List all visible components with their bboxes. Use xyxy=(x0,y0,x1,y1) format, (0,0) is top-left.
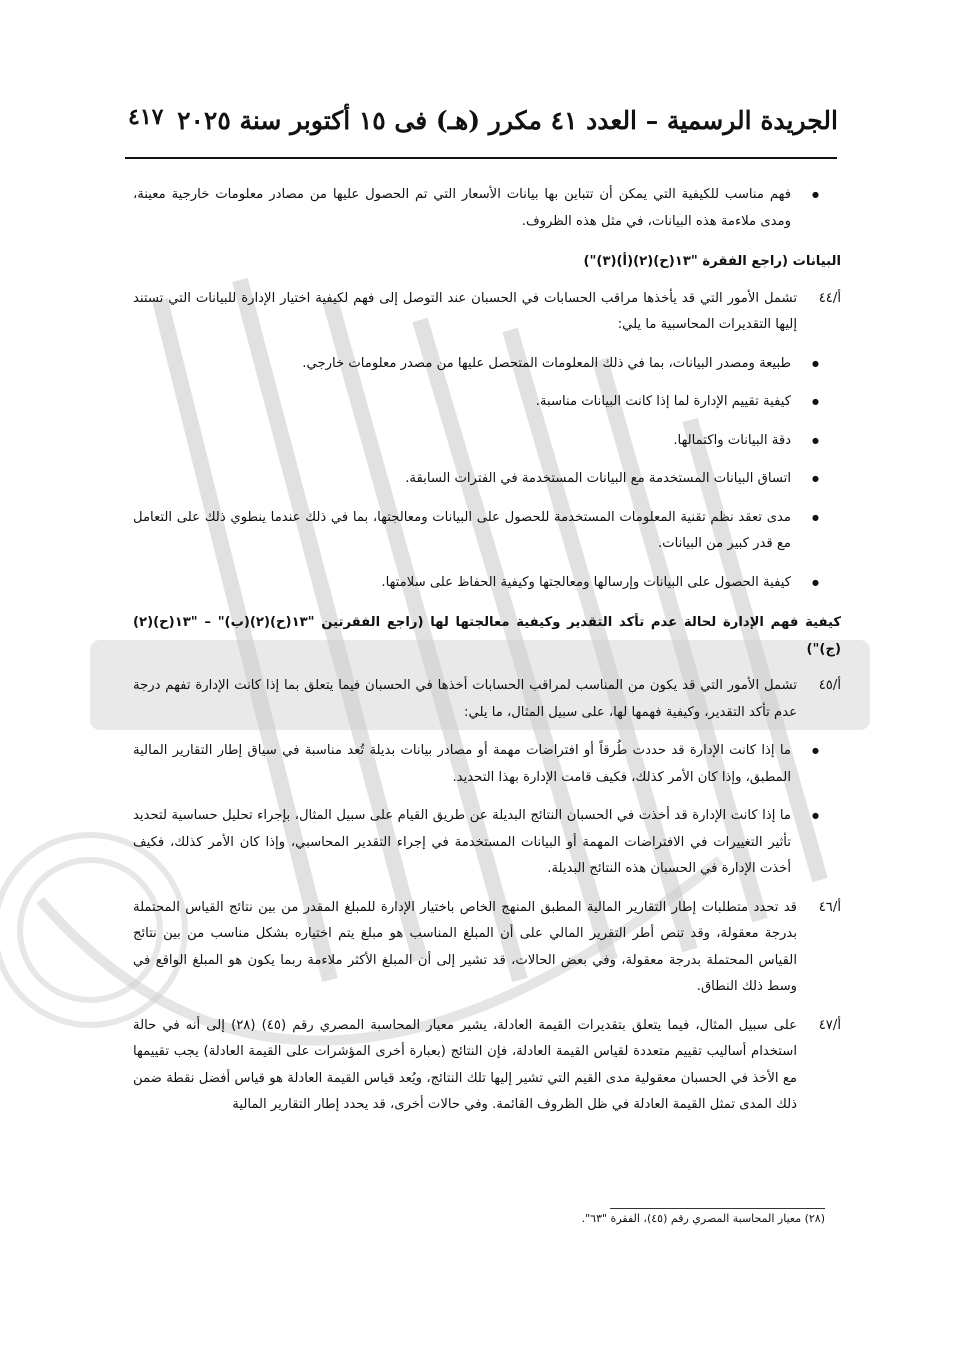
paragraph-number: أ/٤٧ xyxy=(818,1017,841,1033)
intro-bullet: ● فهم مناسب للكيفية التي يمكن أن تتباين بها بيانات الأسعار التي تم الحصول عليها من مصادر معلومات خارجية معينة، ومدى ملاءمة هذه البيانات، في مثل هذه الظروف. xyxy=(133,182,821,235)
list-item: ● طبيعة ومصدر البيانات، بما في ذلك المعلومات المتحصل عليها من مصدر معلومات خارجي. xyxy=(133,351,821,378)
paragraph-47 xyxy=(133,1013,841,1119)
paragraph-number: أ/٤٦ xyxy=(818,899,841,915)
list-item: ● ما إذا كانت الإدارة قد حددت طُرقاً أو افتراضات مهمة أو مصادر بيانات بديلة تُعد مناسبة في سياق إطار التقارير المالية المطبق، وإذا كان الأمر كذلك، فكيف قامت الإدارة بهذا التحديد. xyxy=(133,738,821,791)
list-item: ● كيفية الحصول على البيانات وإرسالها ومعالجتها وكيفية الحفاظ على سلامتها. xyxy=(133,570,821,597)
footnote: (٢٨) معيار المحاسبة المصري رقم (٤٥)، الفقرة "٦٣". xyxy=(581,1212,825,1225)
list-item: ● كيفية تقييم الإدارة لما إذا كانت البيانات مناسبة. xyxy=(133,389,821,416)
paragraph-44 xyxy=(133,286,841,339)
paragraph-number: أ/٤٤ xyxy=(818,290,841,306)
paragraph-text: تشمل الأمور التي قد يكون من المناسب لمراقب الحسابات أخذها في الحسبان فيما يتعلق بما إذا كانت الإدارة تفهم درجة عدم تأكد التقدير، وكيفية فهمها لها، على سبيل المثال، ما يلي: xyxy=(133,678,797,720)
list-item: ● اتساق البيانات المستخدمة مع البيانات المستخدمة في الفترات السابقة. xyxy=(133,466,821,493)
page-number: ٤١٧ xyxy=(128,104,164,130)
section-heading-uncertainty: كيفية فهم الإدارة لحالة عدم تأكد التقدير وكيفية معالجتها لها (راجع الفقرتين "١٣(ح)(٢)(ب)" – "١٣(ح)(٢)(ج)") xyxy=(133,615,841,657)
paragraph-text: قد تحدد متطلبات إطار التقارير المالية المطبق المنهج الخاص باختيار الإدارة للمبلغ المقدر من بين نتائج القياس المحتملة بدرجة معقولة، وقد تنص أطر التقرير المالي على أن المبلغ المناسب هو مبلغ يتم اختياره بشكل مناسب من بين نتائج القياس المحتملة بدرجة معقولة، وفي بعض الحالات، قد تشير إلى أن المبلغ الأكثر ملاءمة ربما يكون هو المبلغ الواقع في وسط ذلك النطاق. xyxy=(133,899,797,994)
list-item: ● ما إذا كانت الإدارة قد أخذت في الحسبان النتائج البديلة عن طريق القيام على سبيل المثال، بإجراء تحليل حساسية لتحديد تأثير التغييرات في الافتراضات المهمة أو البيانات المستخدمة في إجراء التقدير المحاسبي، وإذا كان الأمر كذلك، فكيف أخذت الإدارة في الحسبان هذه النتائج البديلة. xyxy=(133,803,821,883)
paragraph-text: تشمل الأمور التي قد يأخذها مراقب الحسابات في الحسبان عند التوصل إلى فهم لكيفية اختيار الإدارة للبيانات التي تستند إليها التقديرات المحاسبية ما يلي: xyxy=(133,290,797,332)
paragraph-text: على سبيل المثال، فيما يتعلق بتقديرات القيمة العادلة، يشير معيار المحاسبة المصري رقم (٤٥) (٢٨) إلى أنه في حالة استخدام أساليب تقييم متعددة لقياس القيمة العادلة، فإن النتائج (بعبارة أخرى المؤشرات على القيمة العادلة) يجب تقييمها مع الأخذ في الحسبان معقولية مدى القيم التي تشير إليها تلك النتائج، ويُعد قياس القيمة العادلة هو قياس أفضل نقطة ضمن ذلك المدى تمثل القيمة العادلة في ظل الظروف القائمة. وفي حالات أخرى، قد يحدد إطار التقارير المالية xyxy=(133,1017,797,1112)
header-divider xyxy=(125,157,837,159)
list-item: ● دقة البيانات واكتمالها. xyxy=(133,428,821,455)
list-item: ● مدى تعقد نظم تقنية المعلومات المستخدمة للحصول على البيانات ومعالجتها، بما في ذلك عندما ينطوي ذلك على التعامل مع قدر كبير من البيانات. xyxy=(133,505,821,558)
paragraph-number: أ/٤٥ xyxy=(818,678,841,693)
section-heading-data: البيانات (راجع الفقرة "١٣(ح)(٢)(أ)(٣)") xyxy=(583,254,841,269)
paragraph-45 xyxy=(133,673,841,726)
gazette-title: الجريدة الرسمية – العدد ٤١ مكرر (هـ) فى ١٥ أكتوبر سنة ٢٠٢٥ xyxy=(177,106,838,135)
document-body xyxy=(133,182,841,1119)
paragraph-46 xyxy=(133,895,841,1001)
page-header xyxy=(120,106,838,150)
footnote-divider xyxy=(610,1208,825,1209)
